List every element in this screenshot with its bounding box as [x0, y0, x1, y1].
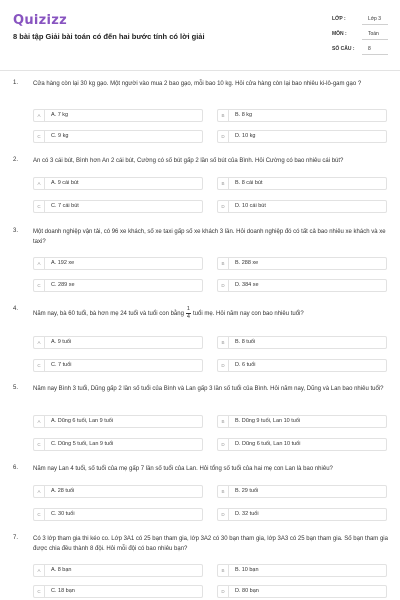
option-a[interactable]	[33, 109, 203, 122]
option-text: C. 9 kg	[51, 133, 69, 139]
question-text	[33, 306, 388, 321]
question-text: Năm nay Bình 3 tuổi, Dũng gấp 2 lần số tuổi của Bình và Lan gấp 3 lần số tuổi của Bình. Hỏi năm nay, Dũng và Lan bao nhiêu tuổi?	[33, 386, 384, 392]
meta-subject-label: MÔN :	[332, 31, 347, 37]
option-a[interactable]	[33, 257, 203, 270]
fraction-numerator: 1	[186, 306, 190, 312]
option-letter: B	[218, 258, 229, 270]
question-number: 6.	[13, 465, 19, 471]
option-c[interactable]	[33, 585, 203, 598]
question-text: Có 3 lớp tham gia thi kéo co. Lớp 3A1 có 25 bạn tham gia, lớp 3A2 có 30 bạn tham gia, lớp 3A3 có 25 bạn tham gia. Số bạn tham gia được chia đều thành 8 đội. Hỏi mỗi đội có bao nhiêu bạn?	[33, 536, 388, 552]
option-text: D. 10 cái bút	[235, 203, 266, 209]
option-b[interactable]	[217, 485, 387, 498]
option-text: C. 7 cái bút	[51, 203, 79, 209]
option-c[interactable]	[33, 508, 203, 521]
option-text: D. 384 xe	[235, 282, 259, 288]
option-letter: D	[218, 201, 229, 213]
question-number: 5.	[13, 385, 19, 391]
option-text: A. 8 bạn	[51, 567, 72, 573]
option-text: B. Dũng 9 tuổi, Lan 10 tuổi	[235, 418, 301, 424]
option-b[interactable]	[217, 257, 387, 270]
option-letter: A	[34, 486, 45, 498]
option-d[interactable]	[217, 200, 387, 213]
option-text: C. 7 tuổi	[51, 362, 72, 368]
option-a[interactable]	[33, 336, 203, 349]
option-letter: C	[34, 201, 45, 213]
option-d[interactable]	[217, 438, 387, 451]
question-text-before: Năm nay, bà 60 tuổi, bà hơn mẹ 24 tuổi và tuổi con bằng	[33, 311, 184, 318]
option-text: B. 8 kg	[235, 112, 253, 118]
option-text: C. 30 tuổi	[51, 511, 75, 517]
option-text: B. 29 tuổi	[235, 488, 259, 494]
option-letter: A	[34, 416, 45, 428]
option-d[interactable]	[217, 585, 387, 598]
option-text: A. 9 cái bút	[51, 180, 79, 186]
option-text: C. 289 xe	[51, 282, 75, 288]
option-b[interactable]	[217, 109, 387, 122]
option-d[interactable]	[217, 130, 387, 143]
option-letter: B	[218, 110, 229, 122]
question-text-after: tuổi mẹ. Hỏi năm nay con bao nhiêu tuổi?	[192, 311, 304, 318]
option-text: A. 28 tuổi	[51, 488, 75, 494]
option-d[interactable]	[217, 279, 387, 292]
option-letter: C	[34, 280, 45, 292]
option-text: C. 18 bạn	[51, 588, 75, 594]
worksheet-header	[0, 0, 400, 64]
option-letter: B	[218, 486, 229, 498]
option-a[interactable]	[33, 415, 203, 428]
question-number: 4.	[13, 306, 19, 312]
option-text: B. 8 cái bút	[235, 180, 263, 186]
question-text: Một doanh nghiệp vận tải, có 96 xe khách, số xe taxi gấp số xe khách 3 lần. Hỏi doanh nghiệp đó có tất cả bao nhiêu xe khách và xe taxi?	[33, 229, 386, 245]
option-letter: B	[218, 337, 229, 349]
option-a[interactable]	[33, 485, 203, 498]
meta-subject-value: Toán	[368, 31, 379, 37]
question-number: 2.	[13, 157, 19, 163]
worksheet-title: 8 bài tập Giải bài toán có đến hai bước tính có lời giải	[13, 32, 205, 41]
option-b[interactable]	[217, 177, 387, 190]
option-text: A. 192 xe	[51, 260, 75, 266]
option-d[interactable]	[217, 508, 387, 521]
meta-underline	[362, 24, 388, 25]
option-a[interactable]	[33, 564, 203, 577]
option-text: D. 6 tuổi	[235, 362, 256, 368]
meta-grade-label: LỚP :	[332, 16, 346, 22]
meta-grade-value: Lớp 3	[368, 16, 382, 22]
option-c[interactable]	[33, 438, 203, 451]
option-letter: C	[34, 360, 45, 372]
option-d[interactable]	[217, 359, 387, 372]
option-letter: A	[34, 178, 45, 190]
meta-count-value: 8	[368, 46, 371, 52]
option-text: D. 10 kg	[235, 133, 256, 139]
option-letter: D	[218, 131, 229, 143]
option-c[interactable]	[33, 200, 203, 213]
option-c[interactable]	[33, 279, 203, 292]
option-b[interactable]	[217, 564, 387, 577]
option-text: A. 9 tuổi	[51, 339, 72, 345]
option-letter: A	[34, 110, 45, 122]
option-letter: B	[218, 178, 229, 190]
option-letter: C	[34, 131, 45, 143]
option-text: B. 288 xe	[235, 260, 259, 266]
question-text: Cửa hàng còn lại 30 kg gạo. Một người vào mua 2 bao gạo, mỗi bao 10 kg. Hỏi cửa hàng còn lại bao nhiêu ki-lô-gam gạo ?	[33, 81, 362, 87]
option-letter: D	[218, 360, 229, 372]
question-number: 7.	[13, 535, 19, 541]
option-c[interactable]	[33, 359, 203, 372]
option-letter: A	[34, 565, 45, 577]
option-letter: B	[218, 565, 229, 577]
option-text: D. 80 bạn	[235, 588, 259, 594]
option-a[interactable]	[33, 177, 203, 190]
option-b[interactable]	[217, 415, 387, 428]
option-text: D. 32 tuổi	[235, 511, 259, 517]
option-text: D. Dũng 6 tuổi, Lan 10 tuổi	[235, 441, 301, 447]
option-letter: D	[218, 509, 229, 521]
option-letter: C	[34, 586, 45, 598]
quizizz-logo: Quizizz	[13, 13, 68, 28]
question-text: Năm nay Lan 4 tuổi, số tuổi của mẹ gấp 7 lần số tuổi của Lan. Hỏi tổng số tuổi của hai mẹ con Lan là bao nhiêu?	[33, 466, 333, 472]
option-letter: A	[34, 337, 45, 349]
fraction	[186, 306, 191, 321]
option-text: A. 7 kg	[51, 112, 69, 118]
question-number: 3.	[13, 228, 19, 234]
option-text: A. Dũng 6 tuổi, Lan 9 tuổi	[51, 418, 114, 424]
option-letter: B	[218, 416, 229, 428]
header-divider	[0, 70, 400, 71]
option-letter: D	[218, 280, 229, 292]
option-text: B. 10 bạn	[235, 567, 259, 573]
option-c[interactable]	[33, 130, 203, 143]
question-number: 1.	[13, 80, 19, 86]
meta-underline	[362, 54, 388, 55]
option-text: B. 8 tuổi	[235, 339, 256, 345]
option-text: C. Dũng 5 tuổi, Lan 9 tuổi	[51, 441, 114, 447]
option-letter: C	[34, 439, 45, 451]
option-b[interactable]	[217, 336, 387, 349]
meta-underline	[362, 39, 388, 40]
option-letter: D	[218, 439, 229, 451]
option-letter: C	[34, 509, 45, 521]
option-letter: D	[218, 586, 229, 598]
meta-count-label: SỐ CÂU :	[332, 46, 355, 52]
option-letter: A	[34, 258, 45, 270]
fraction-denominator: 4	[186, 314, 190, 320]
question-text: An có 3 cái bút, Bình hơn An 2 cái bút, Cường có số bút gấp 2 lần số bút của Bình. Hỏi Cường có bao nhiêu cái bút?	[33, 158, 344, 164]
